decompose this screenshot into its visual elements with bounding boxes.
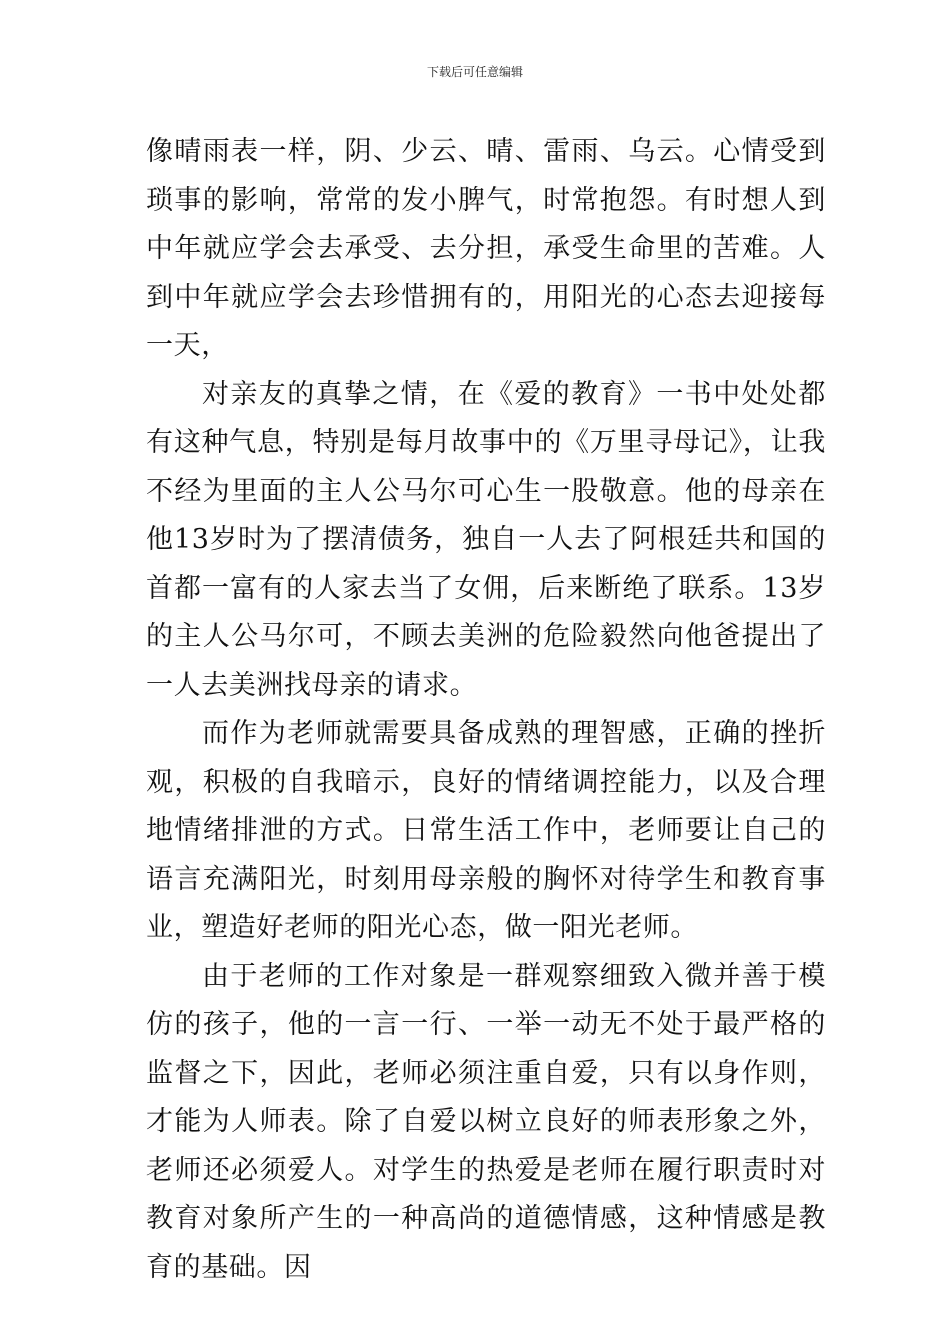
paragraph-1: 像晴雨表一样，阴、少云、晴、雷雨、乌云。心情受到琐事的影响，常常的发小脾气，时常抱怨。有时想人到中年就应学会去承受、去分担，承受生命里的苦难。人到中年就应学会去珍惜拥有的，用阳光的心态去迎接每一天， [146,136,826,361]
page-header: 下载后可任意编辑 [426,65,523,79]
document-body [146,128,826,1292]
paragraph-3: 而作为老师就需要具备成熟的理智感，正确的挫折观，积极的自我暗示，良好的情绪调控能力，以及合理地情绪排泄的方式。日常生活工作中，老师要让自己的语言充满阳光，时刻用母亲般的胸怀对待学生和教育事业，塑造好老师的阳光心态，做一阳光老师。 [146,718,826,943]
paragraph-2: 对亲友的真挚之情，在《爱的教育》一书中处处都有这种气息，特别是每月故事中的《万里寻母记》，让我不经为里面的主人公马尔可心生一股敬意。他的母亲在他13岁时为了摆清债务，独自一人去了阿根廷共和国的首都一富有的人家去当了女佣，后来断绝了联系。13岁的主人公马尔可，不顾去美洲的危险毅然向他爸提出了一人去美洲找母亲的请求。 [146,378,826,701]
paragraph-4: 由于老师的工作对象是一群观察细致入微并善于模仿的孩子，他的一言一行、一举一动无不处于最严格的监督之下，因此，老师必须注重自爱，只有以身作则，才能为人师表。除了自爱以树立良好的师表形象之外，老师还必须爱人。对学生的热爱是老师在履行职责时对教育对象所产生的一种高尚的道德情感，这种情感是教育的基础。因 [146,960,826,1283]
